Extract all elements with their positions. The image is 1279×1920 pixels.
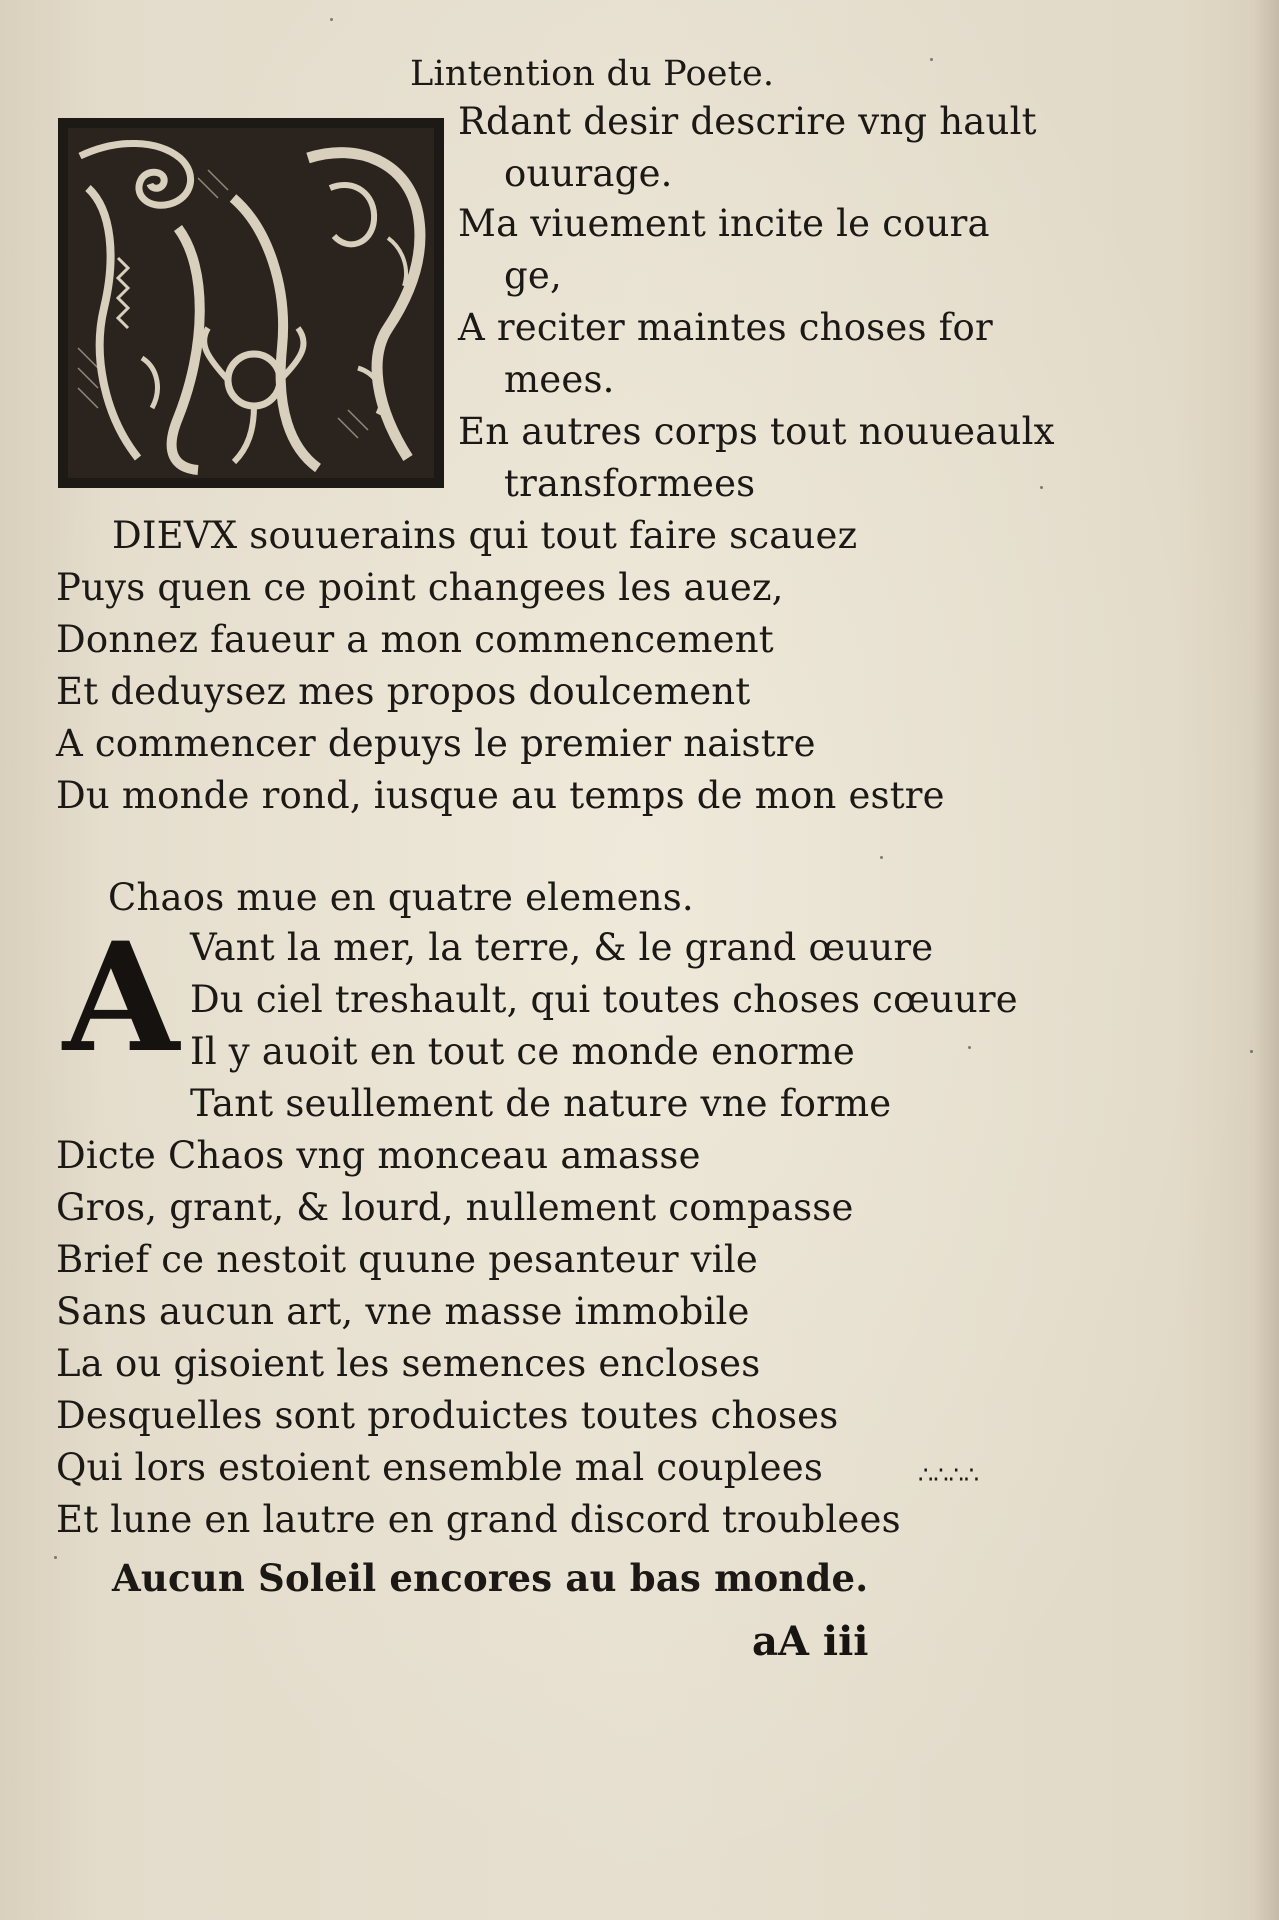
ink-speck [880,856,883,859]
section-heading: Chaos mue en quatre elemens. [108,876,694,919]
ink-speck [330,18,333,21]
intro-line-6: mees. [504,358,615,401]
section-line-12: Et lune en lautre en grand discord troublees [56,1498,901,1541]
intro-line-4: ge, [504,254,562,297]
signature-mark: aA iii [752,1618,869,1665]
invocation-line-4: Et deduysez mes propos doulcement [56,670,751,713]
dotted-ornament: ∴∴∴∴ [918,1461,980,1489]
section-line-2: Du ciel treshault, qui toutes choses cœuure [190,978,1018,1021]
page-title: Lintention du Poete. [410,54,775,94]
intro-line-1: Rdant desir descrire vng hault [458,100,1037,143]
section-line-5: Dicte Chaos vng monceau amasse [56,1134,701,1177]
ink-speck [54,1556,57,1559]
ornamental-initial-m-woodcut-icon [58,118,444,488]
section-line-3: Il y auoit en tout ce monde enorme [190,1030,855,1073]
drop-cap-a: A [62,910,180,1086]
invocation-line-5: A commencer depuys le premier naistre [56,722,816,765]
ink-speck [1040,486,1043,489]
invocation-line-3: Donnez faueur a mon commencement [56,618,774,661]
section-line-9: La ou gisoient les semences encloses [56,1342,761,1385]
invocation-line-6: Du monde rond, iusque au temps de mon estre [56,774,945,817]
section-line-7: Brief ce nestoit quune pesanteur vile [56,1238,758,1281]
ink-speck [930,58,933,61]
section-line-13: Aucun Soleil encores au bas monde. [112,1556,869,1600]
intro-line-7: En autres corps tout nouueaulx [458,410,1055,453]
invocation-line-1: DIEVX souuerains qui tout faire scauez [112,514,858,557]
invocation-line-2: Puys quen ce point changees les auez, [56,566,784,609]
section-line-1: Vant la mer, la terre, & le grand œuure [190,926,934,969]
section-line-11: Qui lors estoient ensemble mal couplees [56,1446,824,1489]
intro-line-5: A reciter maintes choses for [458,306,993,349]
ink-speck [968,1046,971,1049]
intro-line-3: Ma viuement incite le coura [458,202,990,245]
section-line-6: Gros, grant, & lourd, nullement compasse [56,1186,854,1229]
page-edge-shadow [1253,0,1279,1920]
section-line-4: Tant seullement de nature vne forme [190,1082,892,1125]
intro-line-8: transformees [504,462,756,505]
section-line-8: Sans aucun art, vne masse immobile [56,1290,750,1333]
intro-line-2: ouurage. [504,152,673,195]
section-line-10: Desquelles sont produictes toutes choses [56,1394,839,1437]
